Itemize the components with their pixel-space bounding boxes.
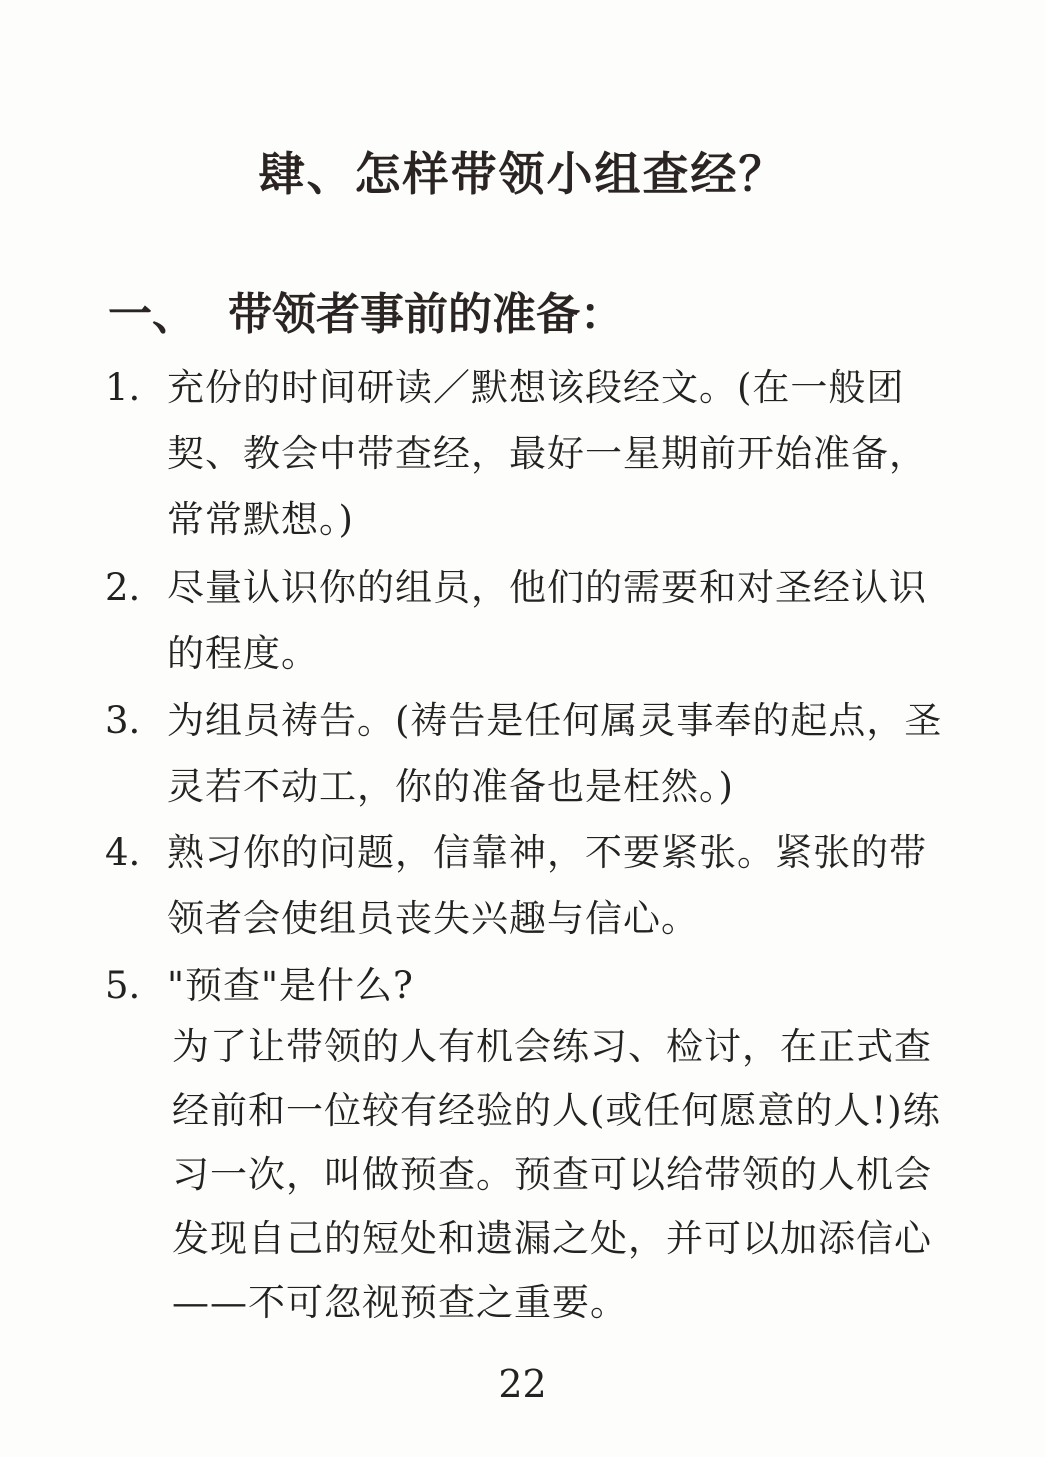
list-item-text: 尽量认识你的组员，他们的需要和对圣经认识的程度。 [167, 566, 927, 675]
list-item [105, 688, 955, 820]
list-item-number: 4. [105, 831, 141, 874]
section-title: 带领者事前的准备： [228, 289, 624, 340]
list-item-text: "预查"是什么? [167, 964, 414, 1007]
list-item-number: 2. [105, 566, 141, 609]
list-item-number: 3. [105, 699, 141, 742]
list-item-number: 1. [105, 366, 141, 409]
list-item [105, 820, 955, 952]
list-item-text: 为组员祷告。(祷告是任何属灵事奉的起点，圣灵若不动工，你的准备也是枉然。) [167, 699, 943, 808]
section-heading [108, 278, 624, 342]
page-number: 22 [498, 1362, 547, 1406]
list-item [105, 953, 955, 1019]
section-number: 一、 [108, 289, 196, 340]
list-item [105, 555, 955, 687]
list-item [105, 355, 955, 553]
list-item-text: 熟习你的问题，信靠神，不要紧张。紧张的带领者会使组员丧失兴趣与信心。 [167, 831, 927, 940]
list-item-text: 充份的时间研读／默想该段经文。(在一般团契、教会中带查经，最好一星期前开始准备，常常默想。) [167, 366, 927, 541]
chapter-heading: 肆、怎样带领小组查经？ [258, 147, 787, 201]
list-item-number: 5. [105, 964, 141, 1007]
item-5-paragraph: 为了让带领的人有机会练习、检讨，在正式查经前和一位较有经验的人(或任何愿意的人!)练习一次，叫做预查。预查可以给带领的人机会发现自己的短处和遗漏之处，并可以加添信心——不可忽视预查之重要。 [172, 1025, 941, 1324]
